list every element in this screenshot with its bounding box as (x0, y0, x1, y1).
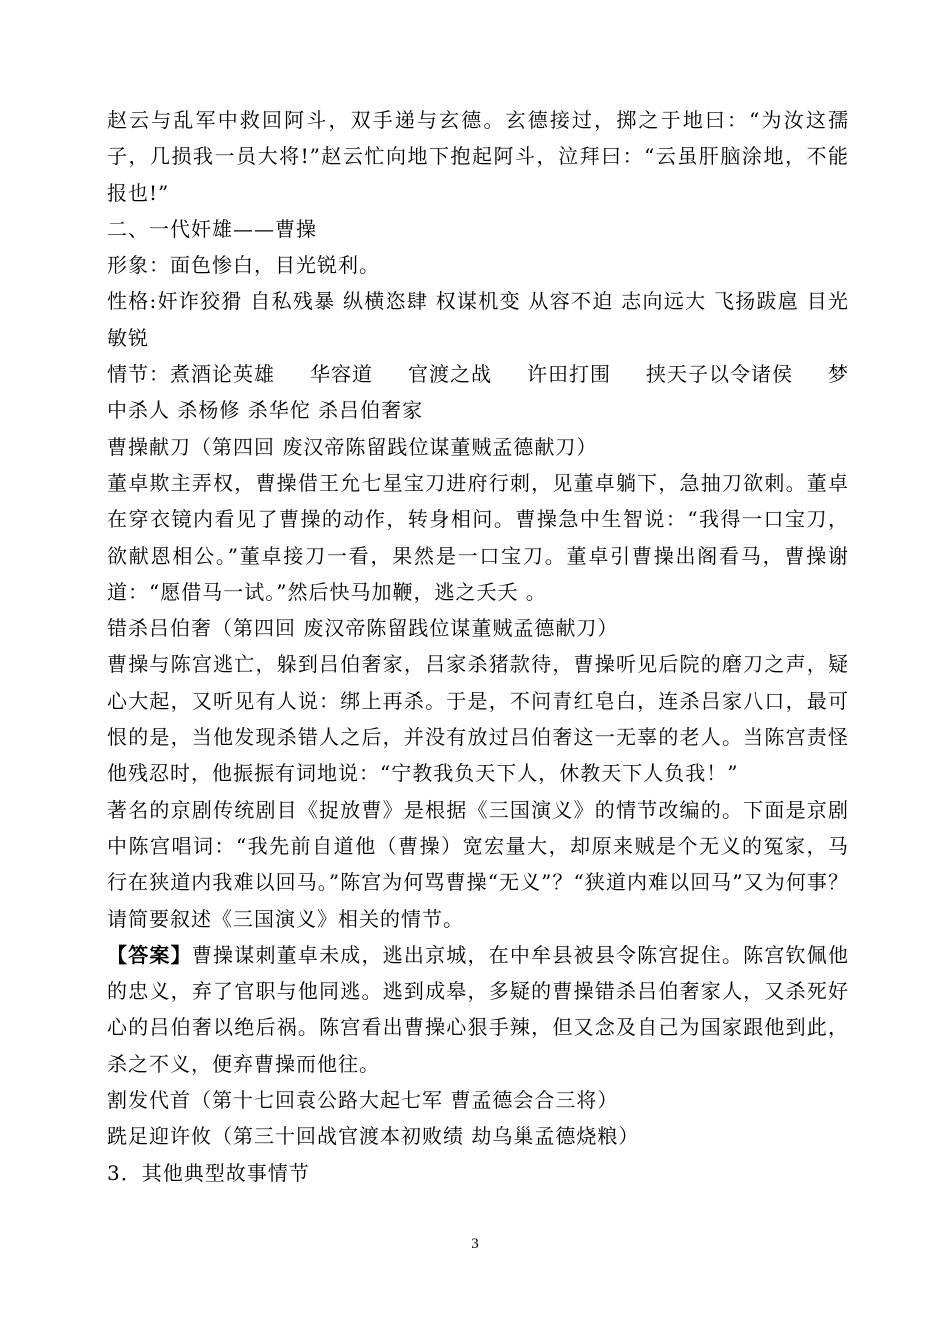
section-heading-caocao: 二、一代奸雄——曹操 (107, 216, 317, 241)
answer-tag: 【答案】 (107, 942, 192, 967)
page-number: 3 (471, 1236, 479, 1252)
paragraph-plots (107, 356, 849, 429)
plot-label-with-first: 情节：煮酒论英雄 (107, 362, 275, 387)
plot-item: 许田打围 (527, 362, 611, 387)
paragraph-answer (107, 937, 849, 1082)
paragraph-cuosha: 曹操与陈宫逃亡，躲到吕伯奢家，吕家杀猪款待，曹操听见后院的磨刀之声，疑心大起，又听见有人说：绑上再杀。于是，不问青红皂白，连杀吕家八口，最可恨的是，当他发现杀错人之后，并没有放过吕伯奢这一无辜的老人。当陈宫责怪他残忍时，他振振有词地说：“宁教我负天下人，休教天下人负我！” (107, 652, 849, 786)
plot-item: 挟天子以令诸侯 (646, 362, 793, 387)
story-title-cuosha: 错杀吕伯奢（第四回 废汉帝陈留践位谋董贼孟德献刀） (107, 616, 619, 641)
answer-text: 曹操谋刺董卓未成，逃出京城，在中牟县被县令陈宫捉住。陈宫钦佩他的忠义，弃了官职与他同逃。逃到成皋，多疑的曹操错杀吕伯奢家人，又杀死好心的吕伯奢以绝后祸。陈宫看出曹操心狠手辣，但又念及自己为国家跟他到此，杀之不义，便弃曹操而他往。 (107, 942, 850, 1076)
plot-list-line (107, 356, 849, 392)
paragraph-zhaoyun: 赵云与乱军中救回阿斗，双手递与玄德。玄德接过，掷之于地曰：“为汝这孺子，几损我一员大将!”赵云忙向地下抱起阿斗，泣拜曰：“云虽肝脑涂地，不能报也!” (107, 108, 849, 205)
paragraph-character: 性格:奸诈狡猾 自私残暴 纵横恣肆 权谋机变 从容不迫 志向远大 飞扬跋扈 目光敏锐 (107, 289, 849, 350)
plot-item: 华容道 (310, 362, 373, 387)
story-title-xiandao: 曹操献刀（第四回 废汉帝陈留践位谋董贼孟德献刀） (107, 434, 598, 459)
plot-item: 梦 (828, 362, 849, 387)
paragraph-xiandao: 董卓欺主弄权，曹操借王允七星宝刀进府行刺，见董卓躺下，急抽刀欲刺。董卓在穿衣镜内看见了曹操的动作，转身相问。曹操急中生智说：“我得一口宝刀，欲献恩相公。”董卓接刀一看，果然是一口宝刀。董卓引曹操出阁看马，曹操谢道：“愿借马一试。”然后快马加鞭，逃之夭夭 。 (107, 470, 849, 604)
plot-list-continuation: 中杀人 杀杨修 杀华佗 杀吕伯奢家 (107, 398, 424, 423)
story-title-xianzu: 跣足迎许攸（第三十回战官渡本初败绩 劫乌巢孟德烧粮） (107, 1124, 640, 1149)
story-title-gefa: 割发代首（第十七回袁公路大起七军 曹孟德会合三将） (107, 1088, 619, 1113)
paragraph-image: 形象：面色惨白，目光锐利。 (107, 253, 380, 278)
section-heading-other: 3．其他典型故事情节 (107, 1160, 310, 1185)
paragraph-question: 著名的京剧传统剧目《捉放曹》是根据《三国演义》的情节改编的。下面是京剧中陈宫唱词：“我先前自道他（曹操）宽宏量大，却原来贼是个无义的冤家，马行在狭道内我难以回马。”陈宫为何骂曹操“无义”？“狭道内难以回马”又为何事？请简要叙述《三国演义》相关的情节。 (107, 797, 849, 931)
plot-item: 官渡之战 (408, 362, 492, 387)
body-text (107, 102, 849, 1191)
plot-item: 煮酒论英雄 (170, 362, 275, 387)
